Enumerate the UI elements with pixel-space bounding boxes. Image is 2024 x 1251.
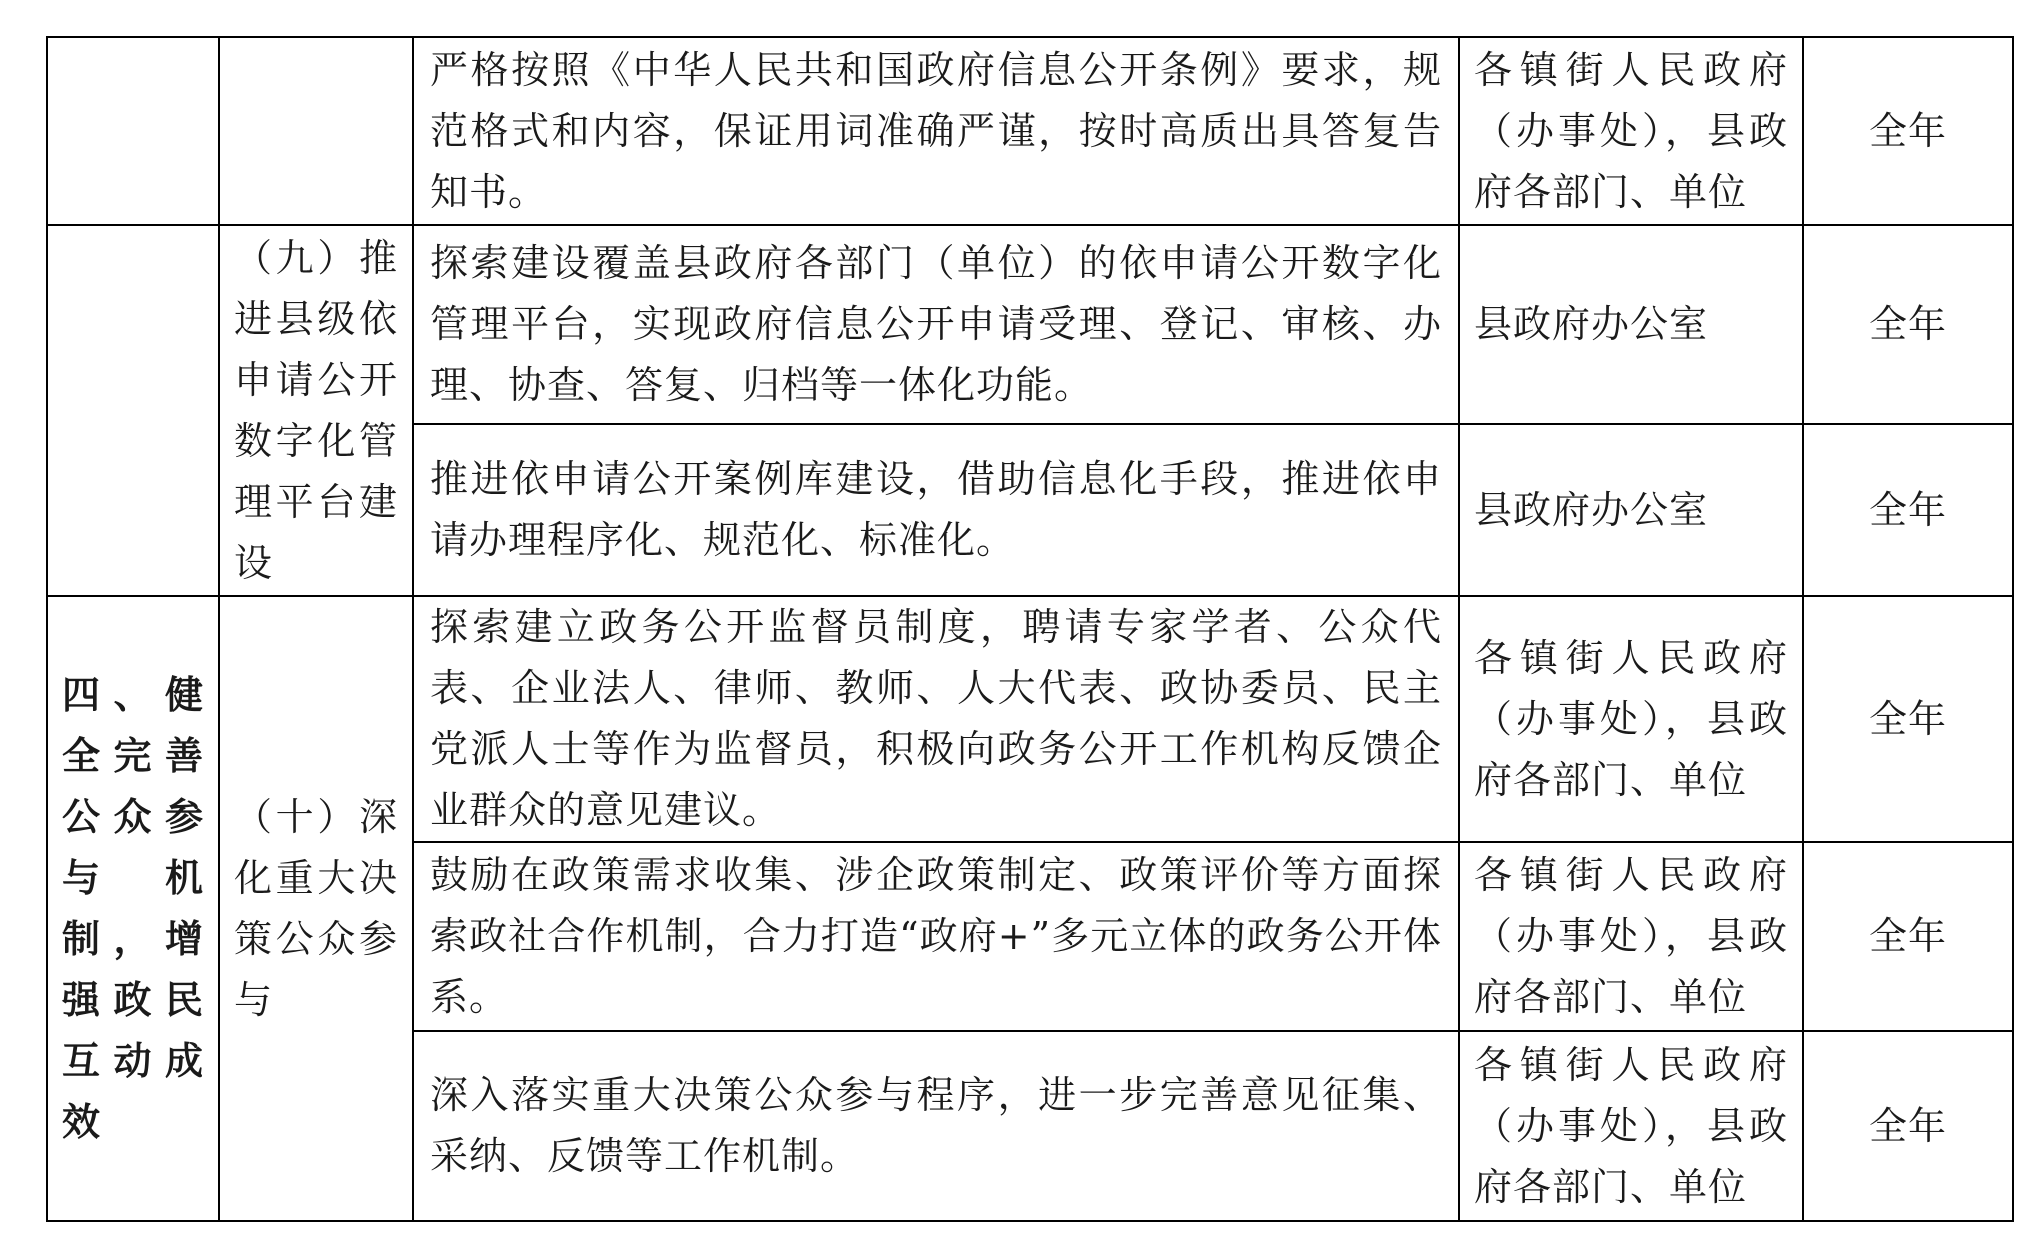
time-period: 全年	[1803, 1031, 2013, 1221]
time-period: 全年	[1803, 37, 2013, 225]
subtask-cell-empty	[219, 37, 413, 225]
task-content: 深入落实重大决策公众参与程序，进一步完善意见征集、采纳、反馈等工作机制。	[413, 1031, 1459, 1221]
table-row	[47, 596, 2013, 842]
task-content: 鼓励在政策需求收集、涉企政策制定、政策评价等方面探索政社合作机制，合力打造“政府+”多元立体的政务公开体系。	[413, 842, 1459, 1031]
time-period: 全年	[1803, 225, 2013, 424]
task-content: 探索建设覆盖县政府各部门（单位）的依申请公开数字化管理平台，实现政府信息公开申请受理、登记、审核、办理、协查、答复、归档等一体化功能。	[413, 225, 1459, 424]
task-table	[46, 36, 2014, 1222]
time-period: 全年	[1803, 842, 2013, 1031]
subtask-ten: （十）深化重大决策公众参与	[219, 596, 413, 1221]
task-content: 严格按照《中华人民共和国政府信息公开条例》要求，规范格式和内容，保证用词准确严谨，按时高质出具答复告知书。	[413, 37, 1459, 225]
subtask-nine: （九）推进县级依申请公开数字化管理平台建设	[219, 225, 413, 596]
task-content: 探索建立政务公开监督员制度，聘请专家学者、公众代表、企业法人、律师、教师、人大代表、政协委员、民主党派人士等作为监督员，积极向政务公开工作机构反馈企业群众的意见建议。	[413, 596, 1459, 842]
responsible-dept: 县政府办公室	[1459, 225, 1803, 424]
category-four: 四、健全完善公众参与机制，增强政民互动成效	[47, 596, 219, 1221]
responsible-dept: 各镇街人民政府（办事处），县政府各部门、单位	[1459, 1031, 1803, 1221]
responsible-dept: 各镇街人民政府（办事处），县政府各部门、单位	[1459, 37, 1803, 225]
responsible-dept: 县政府办公室	[1459, 424, 1803, 596]
time-period: 全年	[1803, 424, 2013, 596]
task-content: 推进依申请公开案例库建设，借助信息化手段，推进依申请办理程序化、规范化、标准化。	[413, 424, 1459, 596]
responsible-dept: 各镇街人民政府（办事处），县政府各部门、单位	[1459, 596, 1803, 842]
table-row	[47, 37, 2013, 225]
table-row	[47, 225, 2013, 424]
time-period: 全年	[1803, 596, 2013, 842]
responsible-dept: 各镇街人民政府（办事处），县政府各部门、单位	[1459, 842, 1803, 1031]
category-cell-empty	[47, 37, 219, 225]
category-cell-empty	[47, 225, 219, 596]
